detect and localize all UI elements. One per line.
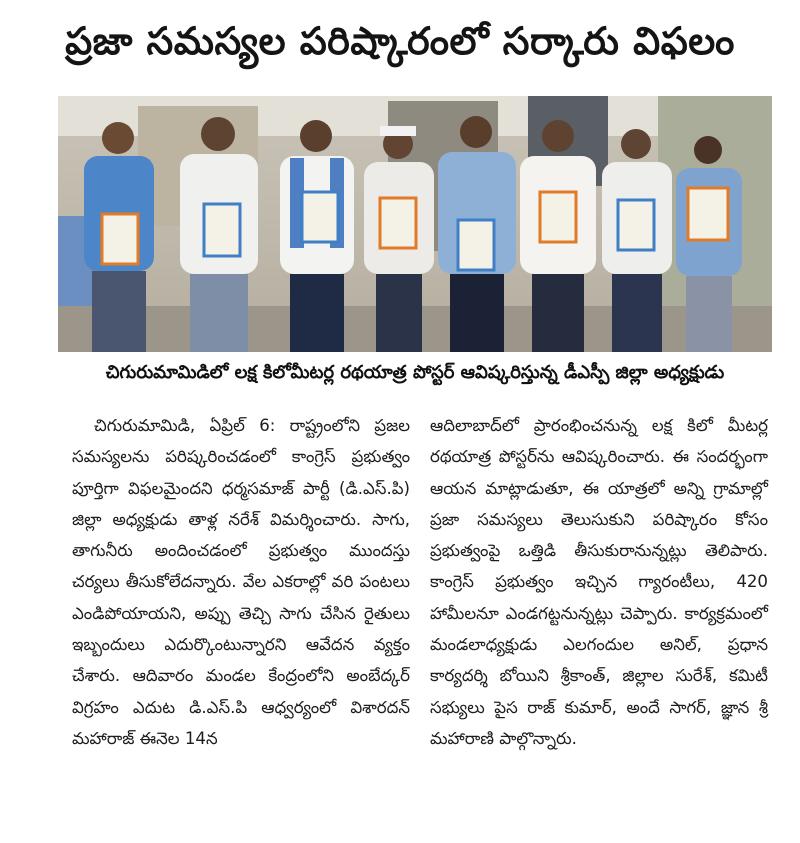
- article-column-left: [72, 410, 410, 754]
- article-column-right: [430, 410, 768, 754]
- article-body-left: చిగురుమామిడి, ఏప్రిల్ 6: రాష్ట్రంలోని ప్రజల సమస్యలను పరిష్కరించడంలో కాంగ్రెస్ ప్రభుత్వం పూర్తిగా విఫలమైందని ధర్మసమాజ్ పార్టీ (డి.ఎస్.పి) జిల్లా అధ్యక్షుడు తాళ్ల నరేశ్ విమర్శించారు. సాగు, తాగునీరు అందించడంలో ప్రభుత్వం ముందస్తు చర్యలు తీసుకోలేదన్నారు. వేల ఎకరాల్లో వరి పంటలు ఎండిపోయాయని, అప్పు తెచ్చి సాగు చేసిన రైతులు ఇబ్బందులు ఎదుర్కొంటున్నారని ఆవేదన వ్యక్తం చేశారు. ఆదివారం మండల కేంద్రంలోని అంబేద్కర్ విగ్రహం ఎదుట డి.ఎస్.పి ఆధ్వర్యంలో విశారదన్ మహారాజ్ ఈనెల 14న: [72, 416, 410, 748]
- news-photo: [58, 96, 772, 352]
- photo-caption: చిగురుమామిడిలో లక్ష కిలోమీటర్ల రథయాత్ర పోస్టర్ ఆవిష్కరిస్తున్న డీఎస్పీ జిల్లా అధ్యక్షుడు: [105, 362, 725, 383]
- headline: ప్రజా సమస్యల పరిష్కారంలో సర్కారు విఫలం: [65, 19, 735, 63]
- article-body-right: ఆదిలాబాద్‌లో ప్రారంభించనున్న లక్ష కిలో మీటర్ల రథయాత్ర పోస్టర్‌ను ఆవిష్కరించారు. ఈ సందర్భంగా ఆయన మాట్లాడుతూ, ఈ యాత్రలో అన్ని గ్రామాల్లో ప్రజా సమస్యలు తెలుసుకుని పరిష్కారం కోసం ప్రభుత్వంపై ఒత్తిడి తీసుకురానున్నట్లు తెలిపారు. కాంగ్రెస్ ప్రభుత్వం ఇచ్చిన గ్యారంటీలు, 420 హామీలనూ ఎండగట్టనున్నట్లు చెప్పారు. కార్యక్రమంలో మండలాధ్యక్షుడు ఎలగందుల అనిల్, ప్రధాన కార్యదర్శి బోయిని శ్రీకాంత్, జిల్లాల సురేశ్, కమిటీ సభ్యులు పైస రాజ్ కుమార్, అందే సాగర్, జ్ఞాన శ్రీ మహారాణి పాల్గొన్నారు.: [430, 416, 768, 748]
- group-photo-illustration: [58, 96, 772, 352]
